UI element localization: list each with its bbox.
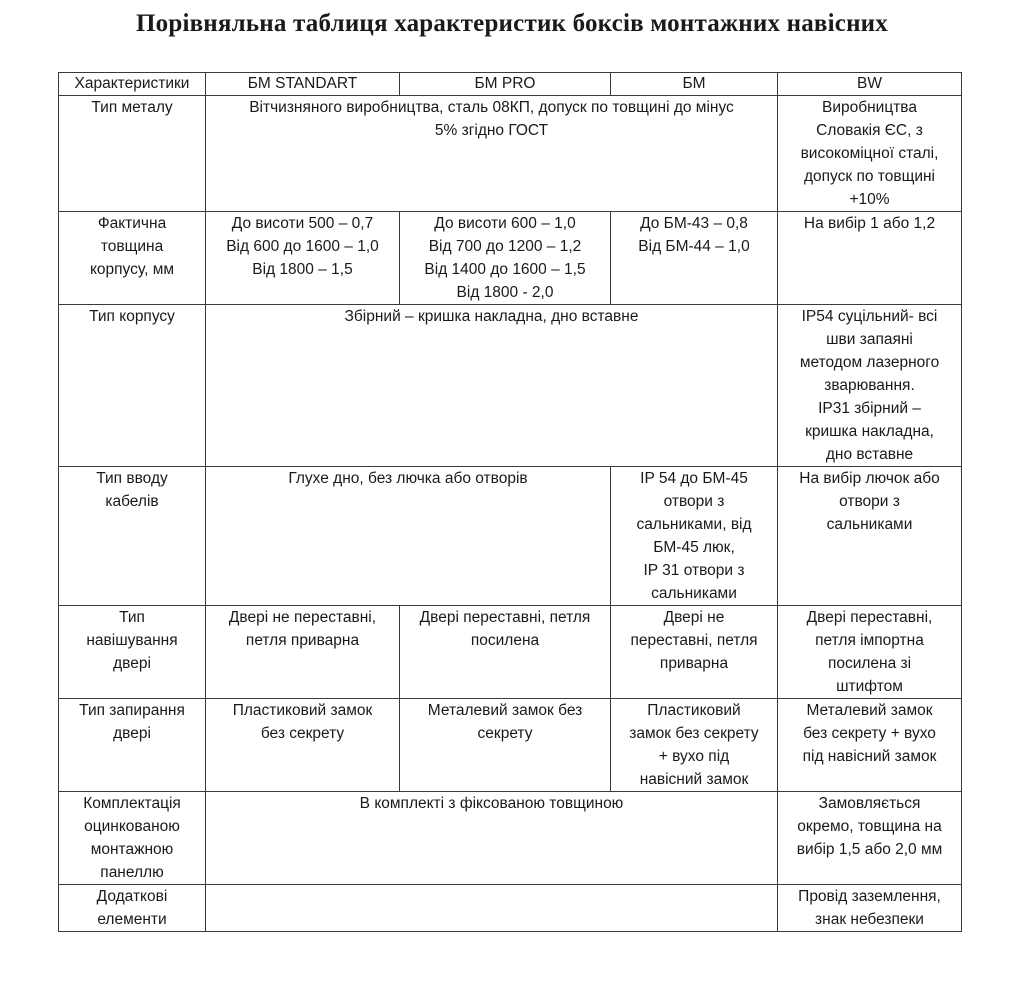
row-label-door-lock: Тип запирання двері	[59, 699, 206, 792]
row-label-door-hanging: Тип навішування двері	[59, 606, 206, 699]
cell-thickness-pro: До висоти 600 – 1,0 Від 700 до 1200 – 1,2 Від 1400 до 1600 – 1,5 Від 1800 - 2,0	[400, 212, 611, 305]
cell-cable-entry-bm: IP 54 до БМ-45 отвори з сальниками, від БМ-45 люк, IP 31 отвори з сальниками	[611, 467, 778, 606]
table-row	[59, 792, 962, 885]
cell-extras-merged	[206, 885, 778, 932]
cell-door-lock-standart: Пластиковий замок без секрету	[206, 699, 400, 792]
cell-door-lock-bw: Металевий замок без секрету + вухо під навісний замок	[778, 699, 962, 792]
cell-thickness-standart: До висоти 500 – 0,7 Від 600 до 1600 – 1,0 Від 1800 – 1,5	[206, 212, 400, 305]
page-title: Порівняльна таблиця характеристик боксів монтажних навісних	[136, 10, 888, 37]
header-bm: БМ	[611, 73, 778, 96]
cell-panel-merged: В комплекті з фіксованою товщиною	[206, 792, 778, 885]
cell-thickness-bm: До БМ-43 – 0,8 Від БМ-44 – 1,0	[611, 212, 778, 305]
cell-cable-entry-bw: На вибір лючок або отвори з сальниками	[778, 467, 962, 606]
cell-extras-bw: Провід заземлення, знак небезпеки	[778, 885, 962, 932]
cell-metal-bw: Виробництва Словакія ЄС, з високоміцної сталі, допуск по товщині +10%	[778, 96, 962, 212]
cell-metal-domestic: Вітчизняного виробництва, сталь 08КП, допуск по товщині до мінус 5% згідно ГОСТ	[206, 96, 778, 212]
header-bw: BW	[778, 73, 962, 96]
cell-door-lock-pro: Металевий замок без секрету	[400, 699, 611, 792]
cell-panel-bw: Замовляється окремо, товщина на вибір 1,5 або 2,0 мм	[778, 792, 962, 885]
header-bm-pro: БМ PRO	[400, 73, 611, 96]
cell-body-type-merged: Збірний – кришка накладна, дно вставне	[206, 305, 778, 467]
table-row	[59, 305, 962, 467]
comparison-table	[58, 72, 962, 932]
table-row	[59, 606, 962, 699]
table-row	[59, 885, 962, 932]
cell-thickness-bw: На вибір 1 або 1,2	[778, 212, 962, 305]
table-row	[59, 96, 962, 212]
table-row	[59, 467, 962, 606]
row-label-thickness: Фактична товщина корпусу, мм	[59, 212, 206, 305]
row-label-metal: Тип металу	[59, 96, 206, 212]
row-label-cable-entry: Тип вводу кабелів	[59, 467, 206, 606]
table-row	[59, 212, 962, 305]
cell-door-hanging-pro: Двері переставні, петля посилена	[400, 606, 611, 699]
cell-body-type-bw: IP54 суцільний- всі шви запаяні методом лазерного зварювання. IP31 збірний – кришка накладна, дно вставне	[778, 305, 962, 467]
row-label-panel: Комплектація оцинкованою монтажною панеллю	[59, 792, 206, 885]
cell-door-hanging-standart: Двері не переставні, петля приварна	[206, 606, 400, 699]
header-characteristics: Характеристики	[59, 73, 206, 96]
cell-door-hanging-bw: Двері переставні, петля імпортна посилена зі штифтом	[778, 606, 962, 699]
table-row	[59, 699, 962, 792]
row-label-body-type: Тип корпусу	[59, 305, 206, 467]
cell-door-hanging-bm: Двері не переставні, петля приварна	[611, 606, 778, 699]
table-header-row	[59, 73, 962, 96]
row-label-extras: Додаткові елементи	[59, 885, 206, 932]
cell-cable-entry-merged: Глухе дно, без лючка або отворів	[206, 467, 611, 606]
header-bm-standart: БМ STANDART	[206, 73, 400, 96]
cell-door-lock-bm: Пластиковий замок без секрету + вухо під навісний замок	[611, 699, 778, 792]
